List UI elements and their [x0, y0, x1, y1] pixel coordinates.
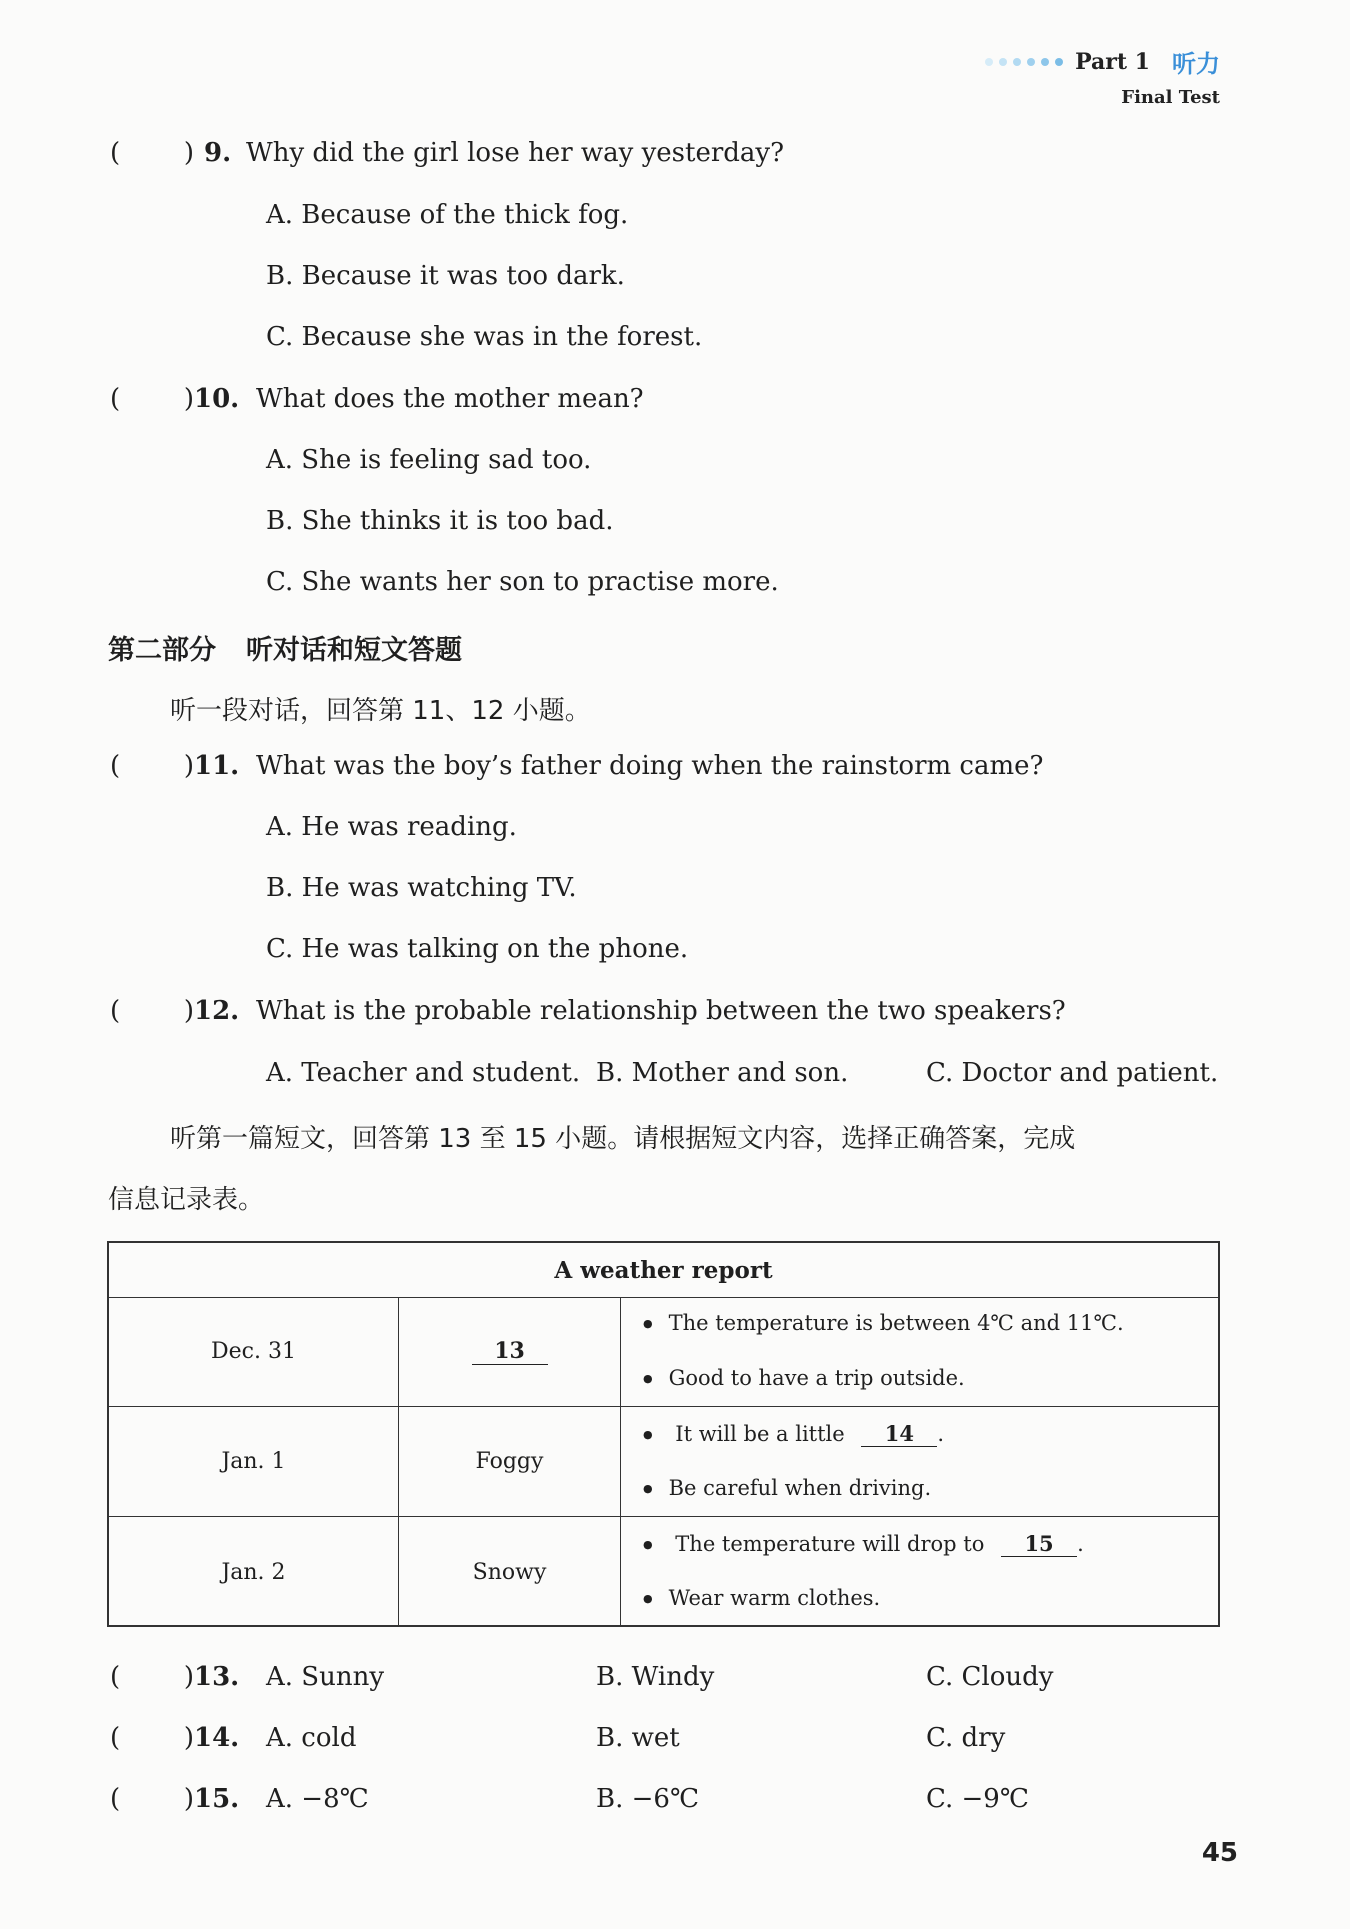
answer-blank[interactable]: ( )	[110, 1784, 194, 1814]
blank-15[interactable]: 15	[1001, 1531, 1077, 1557]
weather-cell	[399, 1297, 621, 1406]
option-c: C. −9℃	[926, 1784, 1029, 1814]
option-b: B. −6℃	[596, 1784, 700, 1814]
section-name: 听对话和短文答题	[246, 635, 462, 666]
option-a: A. Because of the thick fog.	[266, 200, 629, 230]
option-a: A. cold	[266, 1723, 357, 1753]
option-a: A. He was reading.	[266, 812, 517, 842]
note-bullet: ● Wear warm clothes.	[643, 1586, 880, 1610]
question-number: 13.	[194, 1662, 240, 1692]
question-text: What does the mother mean?	[256, 384, 644, 414]
date-cell: Dec. 31	[109, 1297, 399, 1406]
table-title: A weather report	[109, 1243, 1218, 1298]
option-c: C. He was talking on the phone.	[266, 934, 689, 964]
notes-cell	[621, 1407, 1220, 1516]
answer-blank[interactable]: ( )	[110, 1662, 194, 1692]
date-cell: Jan. 1	[109, 1407, 399, 1516]
page-header	[985, 44, 1220, 108]
note-text: The temperature will drop to	[675, 1532, 985, 1556]
dot-icon	[1055, 58, 1063, 66]
dot-icon	[985, 58, 993, 66]
question-number: 15.	[194, 1784, 240, 1814]
blank-13[interactable]: 13	[472, 1338, 548, 1365]
dialogue-instruction: 听一段对话，回答第 11、12 小题。	[170, 696, 591, 726]
decorative-dots	[985, 58, 1063, 66]
question-15	[110, 1784, 244, 1814]
question-13	[110, 1662, 244, 1692]
note-bullet: ● Good to have a trip outside.	[643, 1366, 965, 1390]
note-bullet: ● The temperature is between 4℃ and 11℃.	[643, 1311, 1124, 1335]
answer-blank[interactable]: ( )	[110, 384, 194, 414]
section-number: 第二部分	[108, 635, 216, 666]
option-b: B. He was watching TV.	[266, 873, 577, 903]
option-a: A. She is feeling sad too.	[266, 445, 592, 475]
dot-icon	[1041, 58, 1049, 66]
option-b: B. Because it was too dark.	[266, 261, 625, 291]
dot-icon	[1027, 58, 1035, 66]
note-bullet	[643, 1531, 1084, 1557]
note-period: .	[937, 1422, 945, 1446]
test-subtitle: Final Test	[1121, 87, 1220, 108]
part-label-cn: 听力	[1172, 50, 1220, 78]
question-11	[110, 751, 1043, 781]
note-bullet	[643, 1421, 944, 1447]
question-number: 12.	[194, 996, 240, 1026]
section-title	[108, 628, 492, 667]
dot-icon	[999, 58, 1007, 66]
option-c: C. Cloudy	[926, 1662, 1054, 1692]
question-text: What was the boy’s father doing when the rainstorm came?	[256, 751, 1044, 781]
weather-cell: Snowy	[399, 1517, 621, 1627]
weather-report-table	[107, 1241, 1220, 1627]
option-b: B. She thinks it is too bad.	[266, 506, 614, 536]
passage-instruction-cont: 信息记录表。	[108, 1185, 265, 1215]
question-10	[110, 384, 644, 414]
question-12	[110, 996, 1066, 1026]
question-number: 10.	[194, 384, 240, 414]
answer-blank[interactable]: ( )	[110, 138, 194, 168]
table-row	[109, 1517, 1218, 1627]
answer-blank[interactable]: ( )	[110, 1723, 194, 1753]
option-b: B. wet	[596, 1723, 680, 1753]
date-cell: Jan. 2	[109, 1517, 399, 1627]
note-text: It will be a little	[675, 1422, 845, 1446]
question-number: 14.	[194, 1723, 240, 1753]
option-a: A. −8℃	[266, 1784, 369, 1814]
option-a: A. Sunny	[266, 1662, 385, 1692]
weather-cell: Foggy	[399, 1407, 621, 1516]
notes-cell	[621, 1517, 1220, 1627]
note-period: .	[1077, 1532, 1084, 1556]
passage-instruction: 听第一篇短文，回答第 13 至 15 小题。请根据短文内容，选择正确答案，完成	[170, 1124, 1076, 1154]
page-number: 45	[1201, 1838, 1238, 1868]
notes-cell	[621, 1297, 1220, 1406]
question-text: Why did the girl lose her way yesterday?	[246, 138, 785, 168]
question-9	[110, 138, 784, 168]
option-a: A. Teacher and student.	[266, 1058, 581, 1088]
option-c: C. Doctor and patient.	[926, 1058, 1219, 1088]
question-number: 9.	[204, 138, 232, 168]
table-row	[109, 1407, 1218, 1517]
answer-blank[interactable]: ( )	[110, 996, 194, 1026]
question-text: What is the probable relationship between the two speakers?	[256, 996, 1066, 1026]
option-c: C. Because she was in the forest.	[266, 322, 703, 352]
table-row	[109, 1297, 1218, 1407]
option-c: C. She wants her son to practise more.	[266, 567, 779, 597]
blank-14[interactable]: 14	[861, 1421, 937, 1447]
option-b: B. Windy	[596, 1662, 715, 1692]
option-c: C. dry	[926, 1723, 1006, 1753]
question-14	[110, 1723, 244, 1753]
option-b: B. Mother and son.	[596, 1058, 849, 1088]
note-bullet: ● Be careful when driving.	[643, 1476, 931, 1500]
dot-icon	[1013, 58, 1021, 66]
question-number: 11.	[194, 751, 240, 781]
part-label: Part 1	[1075, 48, 1150, 75]
answer-blank[interactable]: ( )	[110, 751, 194, 781]
